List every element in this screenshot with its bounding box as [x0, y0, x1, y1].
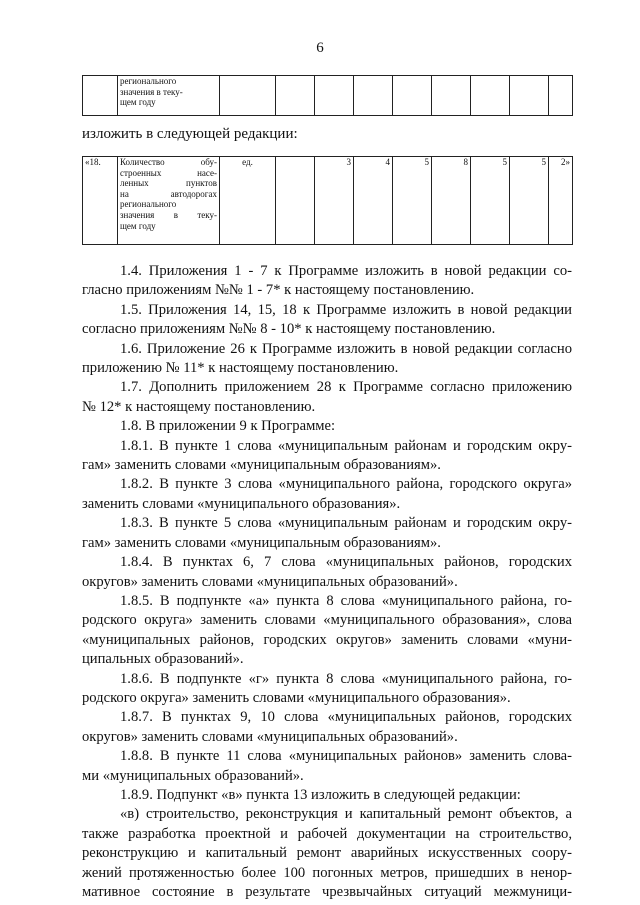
desc-line: ленных пунктов — [120, 178, 217, 189]
page-number: 6 — [316, 40, 324, 56]
paragraph-line: 1.8.3. В пункте 5 слова «муниципальным районам и городским окру- — [120, 515, 572, 532]
paragraph-line: реконструкцию и капитальный ремонт аварийных искусственных соору- — [82, 845, 572, 862]
paragraph-line: 1.4. Приложения 1 - 7 к Программе изложить в новой редакции со- — [120, 263, 572, 279]
paragraph-line: 1.7. Дополнить приложением 28 к Программе согласно приложению — [120, 379, 572, 396]
document-body — [82, 262, 572, 902]
paragraph-line: 1.8.6. В подпункте «г» пункта 8 слова «муниципального района, го- — [120, 670, 572, 687]
paragraph-line: гам» заменить словами «муниципальным образованиям». — [82, 534, 441, 551]
paragraph-line: округов» заменить словами «муниципальных образований». — [82, 728, 458, 745]
desc-line: регионального — [120, 76, 177, 86]
paragraph-line: 1.8.1. В пункте 1 слова «муниципальным районам и городским окру- — [120, 437, 572, 454]
paragraph-line: 1.6. Приложение 26 к Программе изложить в новой редакции согласно — [120, 340, 572, 357]
cell-value — [549, 76, 573, 116]
paragraph-line: гласно приложениям №№ 1 - 7* к настоящему постановлению. — [82, 282, 475, 299]
desc-line: значения в теку- — [120, 86, 183, 97]
cell-value — [393, 76, 432, 116]
cell-value — [510, 76, 549, 116]
cell-value: 3 — [315, 157, 354, 245]
paragraph-line: согласно приложениям №№ 8 - 10* к настоящему постановлению. — [82, 321, 496, 338]
paragraph-line: 1.8. В приложении 9 к Программе: — [120, 418, 336, 435]
paragraph-line: 1.5. Приложения 14, 15, 18 к Программе изложить в новой редакции — [120, 301, 572, 318]
paragraph-line: ципальных образований». — [82, 651, 244, 668]
cell-value: 5 — [393, 157, 432, 245]
paragraph-line: «в) строительство, реконструкция и капитальный ремонт объектов, а — [120, 806, 572, 823]
paragraph-line: 1.8.4. В пунктах 6, 7 слова «муниципальных районов, городских — [120, 554, 572, 571]
paragraph-line: гам» заменить словами «муниципальным образованиям». — [82, 457, 441, 474]
paragraph-line: 1.8.9. Подпункт «в» пункта 13 изложить в следующей редакции: — [120, 786, 521, 803]
paragraph-line: жений протяженностью более 100 погонных метров, пришедших в ненор- — [82, 864, 572, 881]
cell-value — [432, 76, 471, 116]
paragraph-line: приложению № 11* к настоящему постановлению. — [82, 360, 399, 377]
desc-line: строенных насе- — [120, 167, 217, 178]
intro-text: изложить в следующей редакции: — [82, 126, 298, 142]
paragraph-line: «муниципальных районов, городских округов» заменить словами «муни- — [82, 631, 572, 648]
cell-unit: ед. — [220, 157, 276, 245]
desc-line: щем году — [120, 97, 156, 108]
paragraph-line: округов» заменить словами «муниципальных образований». — [82, 573, 458, 590]
cell-value: 8 — [432, 157, 471, 245]
cell-value: 4 — [354, 157, 393, 245]
paragraph-line: родского округа» заменить словами «муниципального образования». — [82, 689, 511, 706]
cell-value — [354, 76, 393, 116]
cell-value — [315, 76, 354, 116]
cell-value — [471, 76, 510, 116]
desc-line: значения в теку- — [120, 209, 217, 220]
cell-value: 5 — [510, 157, 549, 245]
cell-value — [276, 157, 315, 245]
paragraph-line: 1.8.8. В пункте 11 слова «муниципальных районов» заменить слова- — [120, 748, 572, 765]
cell-num: «18. — [83, 157, 118, 245]
table-previous-row — [82, 75, 573, 116]
paragraph-line: ми «муниципальных образований». — [82, 767, 304, 784]
paragraph-line: родского округа» заменить словами «муниципального образования», слова — [82, 612, 572, 629]
cell-description — [118, 76, 220, 116]
cell-unit — [220, 76, 276, 116]
table-new-row — [82, 156, 573, 245]
paragraph-line: 1.8.5. В подпункте «а» пункта 8 слова «муниципального района, го- — [120, 592, 572, 609]
cell-value — [276, 76, 315, 116]
desc-line: Количество обу- — [120, 157, 217, 167]
desc-line: регионального — [120, 199, 177, 210]
cell-value: 2» — [549, 157, 573, 245]
cell-description — [118, 157, 220, 245]
paragraph-line: мативное состояние в результате чрезвычайных ситуаций межмуници- — [82, 884, 572, 900]
paragraph-line: 1.8.7. В пунктах 9, 10 слова «муниципальных районов, городских — [120, 709, 572, 726]
desc-line: щем году — [120, 220, 156, 231]
paragraph-line: № 12* к настоящему постановлению. — [82, 398, 316, 415]
paragraph-line: заменить словами «муниципального образования». — [82, 495, 401, 512]
desc-line: на автодорогах — [120, 188, 217, 199]
paragraph-line: 1.8.2. В пункте 3 слова «муниципального района, городского округа» — [120, 476, 572, 493]
cell-value: 5 — [471, 157, 510, 245]
cell-num — [83, 76, 118, 116]
paragraph-line: также разработка проектной и рабочей документации на строительство, — [82, 825, 572, 842]
